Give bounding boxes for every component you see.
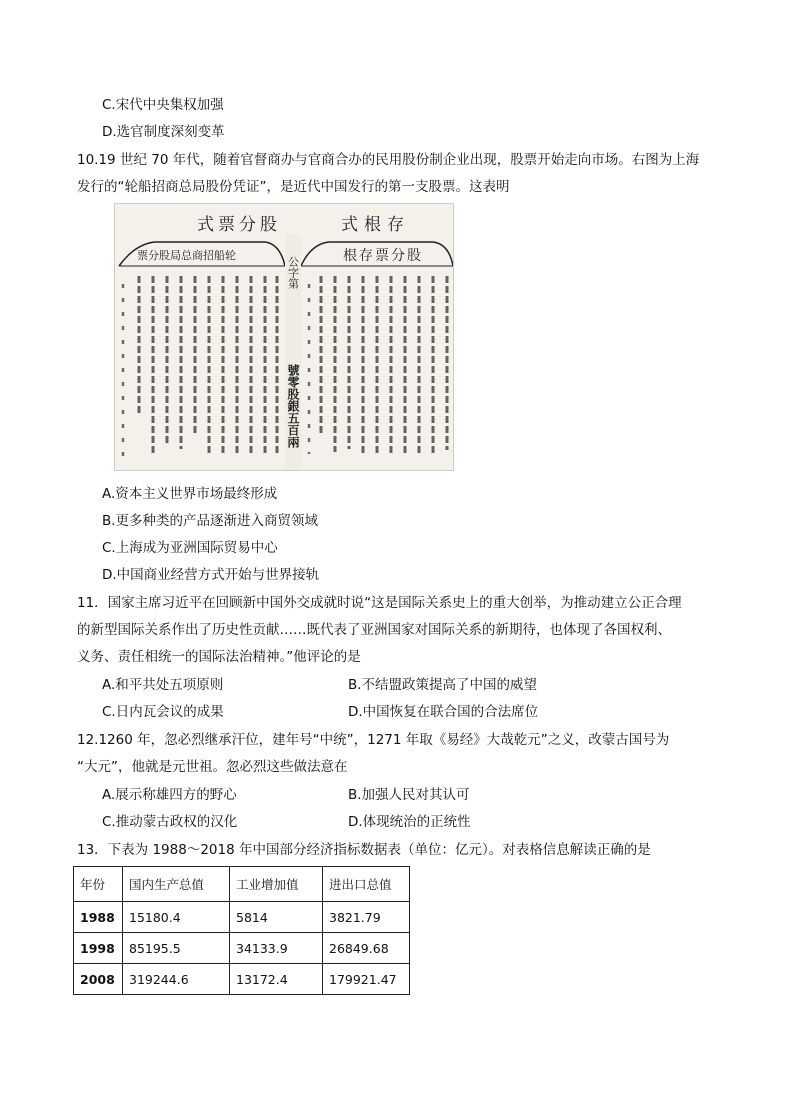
cell-industry: 34133.9 — [230, 933, 323, 964]
q12-option-c: C.推动蒙古政权的汉化 — [102, 814, 238, 830]
cell-trade: 3821.79 — [323, 902, 410, 933]
cell-year: 1988 — [74, 902, 123, 933]
header-year: 年份 — [74, 867, 123, 902]
cell-gdp: 15180.4 — [123, 902, 230, 933]
stock-certificate-image — [114, 203, 454, 471]
q10-option-c: C.上海成为亚洲国际贸易中心 — [102, 540, 278, 556]
economic-indicators-table — [73, 866, 410, 995]
cell-year: 2008 — [74, 964, 123, 995]
cell-industry: 13172.4 — [230, 964, 323, 995]
q11-option-b: B.不结盟政策提高了中国的威望 — [348, 677, 538, 693]
right-title: 式根存 — [341, 215, 410, 235]
left-banner-text: 票分股局总商招船轮 — [137, 249, 236, 262]
q9-option-c: C.宋代中央集权加强 — [102, 97, 224, 113]
q11-stem-line-1: 11．国家主席习近平在回顾新中国外交成就时说“这是国际关系史上的重大创举，为推动建立公正合理 — [77, 595, 682, 611]
q12-stem-line-2: “大元”，他就是元世祖。忽必烈这些做法意在 — [77, 759, 348, 775]
cell-gdp: 85195.5 — [123, 933, 230, 964]
left-title: 式票分股 — [197, 215, 281, 235]
table-row — [74, 933, 410, 964]
q12-option-b: B.加强人民对其认可 — [348, 787, 470, 803]
q10-option-b: B.更多种类的产品逐渐进入商贸领域 — [102, 513, 319, 529]
q12-option-a: A.展示称雄四方的野心 — [102, 787, 237, 803]
cell-gdp: 319244.6 — [123, 964, 230, 995]
q10-stem-line-2: 发行的“轮船招商总局股份凭证”，是近代中国发行的第一支股票。这表明 — [77, 179, 510, 195]
table-row — [74, 964, 410, 995]
q11-stem-line-3: 义务、责任相统一的国际法治精神。”他评论的是 — [77, 649, 361, 665]
q10-stem-line-1: 10.19 世纪 70 年代，随着官督商办与官商合办的民用股份制企业出现，股票开始走向市场。右图为上海 — [77, 152, 700, 168]
q10-option-a: A.资本主义世界市场最终形成 — [102, 486, 278, 502]
q12-option-d: D.体现统治的正统性 — [348, 814, 471, 830]
q13-stem: 13．下表为 1988～2018 年中国部分经济指标数据表（单位：亿元）。对表格信息解读正确的是 — [77, 842, 651, 858]
q9-option-d: D.选官制度深刻变革 — [102, 124, 225, 140]
q10-option-d: D.中国商业经营方式开始与世界接轨 — [102, 567, 320, 583]
header-trade: 进出口总值 — [323, 867, 410, 902]
q11-option-a: A.和平共处五项原则 — [102, 677, 224, 693]
right-banner-text: 根存票分股 — [343, 248, 423, 264]
q11-stem-line-2: 的新型国际关系作出了历史性贡献……既代表了亚洲国家对国际关系的新期待，也体现了各国权利、 — [77, 622, 671, 638]
middle-top-text: 公字第 — [286, 256, 300, 289]
cell-industry: 5814 — [230, 902, 323, 933]
header-industry: 工业增加值 — [230, 867, 323, 902]
q11-option-c: C.日内瓦会议的成果 — [102, 704, 224, 720]
cell-year: 1998 — [74, 933, 123, 964]
q12-stem-line-1: 12.1260 年，忽必烈继承汗位，建年号“中统”，1271 年取《易经》大哉乾元”之义，改蒙古国号为 — [77, 732, 670, 748]
q11-option-d: D.中国恢复在联合国的合法席位 — [348, 704, 539, 720]
header-gdp: 国内生产总值 — [123, 867, 230, 902]
middle-bottom-text: 號零股銀五百兩 — [286, 364, 300, 448]
cell-trade: 179921.47 — [323, 964, 410, 995]
table-header-row — [74, 867, 410, 902]
table-row — [74, 902, 410, 933]
cell-trade: 26849.68 — [323, 933, 410, 964]
